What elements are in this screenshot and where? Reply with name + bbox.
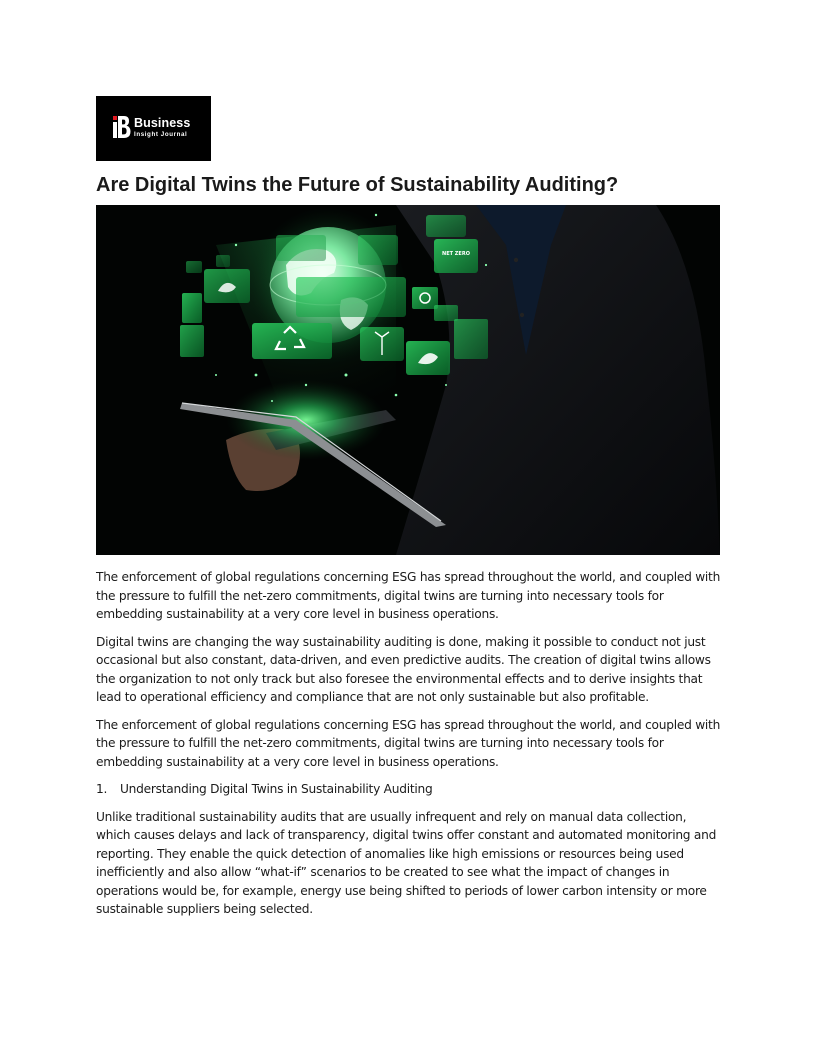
brand-b-mark-icon: [113, 116, 131, 138]
paragraph: The enforcement of global regulations concerning ESG has spread throughout the world, and coupled with the pressure to fulfill the net-zero commitments, digital twins are turning into necessary tools for embedding sustainability at a very core level in business operations.: [96, 570, 721, 621]
paragraph: Unlike traditional sustainability audits that are usually infrequent and rely on manual data collection, which causes delays and lack of transparency, digital twins offer constant and automated monitoring and reporting. They enable the quick detection of anomalies like high emissions or resources being used inefficiently and also allow “what-if” scenarios to be created to see what the impact of changes in operations would be, for example, energy use being shifted to periods of lower carbon intensity or more sustainable suppliers being selected.: [96, 809, 717, 916]
paragraph: The enforcement of global regulations concerning ESG has spread throughout the world, and coupled with the pressure to fulfill the net-zero commitments, digital twins are turning into necessary tools for embedding sustainability at a very core level in business operations.: [96, 717, 721, 769]
net-zero-label: NET ZERO: [442, 251, 470, 257]
hero-image: [96, 205, 720, 555]
logo-wordmark: Business: [134, 116, 191, 130]
brand-logo: [96, 96, 211, 161]
paragraph: Digital twins are changing the way sustainability auditing is done, making it possible to conduct not just occasional but also constant, data-driven, and even predictive audits. The creation of digital twins allows the organization to not only track but also foresee the environmental effects and to derive insights that lead to operational efficiency and compliance that are not only sustainable but also profitable.: [96, 634, 711, 704]
section-heading: [96, 780, 722, 799]
recycle-small-icon: [412, 287, 438, 309]
section-number: 1.: [96, 782, 108, 796]
article-title: Are Digital Twins the Future of Sustainability Auditing?: [96, 174, 619, 196]
logo-tagline: Insight Journal: [134, 131, 188, 138]
net-zero-icon: [434, 239, 478, 273]
article-body: [96, 568, 722, 928]
leaf-hand-icon: [406, 341, 450, 375]
wind-turbine-icon: [360, 327, 404, 361]
section-heading-text: Understanding Digital Twins in Sustainability Auditing: [120, 782, 433, 796]
recycle-icon: [252, 323, 332, 359]
